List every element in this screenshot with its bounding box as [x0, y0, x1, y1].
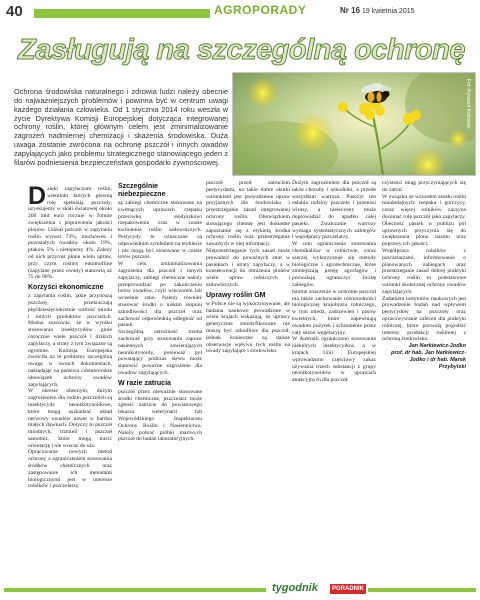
article-column-3 — [206, 180, 290, 542]
issue-date: 19 kwietnia 2015 — [361, 8, 415, 15]
article-column-4 — [292, 180, 376, 542]
photo-credit: Fot. Ryszard Kołowski — [465, 79, 471, 129]
column-paragraph: W związku ze wzrostem areału roślin miododajnych: rzepaku i gorczycy, coraz więcej rolników zaczyna doceniać rolę pszczół jako zapylaczy. Obecność pasiek w pobliżu pól uprawnych przyczynia się do zwiększenia plonu nasion oraz poprawy ich jakości. — [382, 193, 466, 248]
column-paragraph: Współpraca rolników z pszczelarzami, informowanie o planowanych zabiegach oraz przestrzeganie zasad dobrej praktyki ochrony roślin to podstawowe warunki skutecznej ochrony owadów zapylających. — [382, 247, 466, 295]
bee-on-flower-image — [233, 73, 476, 176]
column-paragraph: są zabiegi chemiczne stosowane na kwitnących uprawach rzepaku przeciwko słodyszkowi rzepakowemu oraz w czasie kwitnienia roślin sadowniczych. Pestycydy te oznaczone są odpowiednim symbolem na etykiecie i nie mogą być stosowane w czasie lotów pszczół. — [118, 200, 202, 261]
article-column-2 — [118, 180, 202, 542]
author-signature: Jan Narkiewicz-Jodko — [408, 343, 466, 350]
column-paragraph: z zapylania roślin, jakie przynoszą pszczoły, przekraczają pięćdziesięciokrotnie wartość miodu i innych produktów pszczelich. Można szacować, że w wyniku stosowania insektycydów ginie corocznie wiele pszczół i dzikich zapylaczy, a straty z tym związane są ogromne. Komisja Europejska zwróciła na te problemy szczególną uwagę w swoich dokumentach, nakładając na państwa członkowskie obowiązek ochrony owadów zapylających. — [28, 293, 112, 388]
column-paragraph: W celu ograniczenia stosowania chemikaliów w rolnictwie, coraz szerzej wykorzystuje się metody biologiczne i agrotechniczne, które zmniejszają presję agrofagów i pozwalają ograniczyć liczbę zabiegów. — [292, 241, 376, 288]
author-credentials: prof. dr hab. Jan Narkiewicz-Jodko i dr hab. Marek Przybylski — [391, 349, 466, 370]
page-number: 40 — [6, 3, 23, 20]
column-paragraph: czystości miąg przyczyniających się do zatruć. — [382, 180, 466, 193]
article-headline: Zasługują na szczególną ochronę — [18, 34, 465, 66]
poradnik-logo: PORADNIK — [332, 586, 365, 592]
column-paragraph: W celu zminimalizowania zagrożenia dla pszczół i innych zapylaczy, zabiegi chemiczne należy przeprowadzać po zakończeniu lotów owadów, czyli wieczorem lub wcześnie rano. Należy również stosować środki o niskim stopniu szkodliwości dla pszczół oraz zachować odpowiednią odległość od pasiek. — [118, 261, 202, 329]
drop-cap: D — [28, 186, 47, 210]
column-paragraph: Szczególną ostrożność trzeba zachować przy stosowaniu zapraw nasiennych zawierających neonikotynoidy, ponieważ pył powstający podczas siewu może stanowić poważne zagrożenie dla owadów zapylających. — [118, 329, 202, 376]
column-paragraph: Opracowanie nowych metod ochrony z ograniczeniem stosowania środków chemicznych oraz zastępowanie ich metodami biologicznymi jest w interesie rolników i pszczelarzy. — [28, 449, 112, 490]
footer-rule — [4, 588, 266, 592]
page-header — [0, 0, 480, 24]
header-rule — [34, 9, 210, 18]
article-photo — [232, 72, 476, 176]
article-column-5 — [382, 180, 466, 542]
column-paragraph: w Polsce nie są wykorzystywane, ale badania naukowe prowadzone w wielu krajach wskazują, że uprawy genetycznie zmodyfikowane nie muszą być szkodliwe dla pszczół, jednak konieczne są dalsze obserwacje wpływu tych roślin na owady zapylające i środowisko. — [206, 300, 290, 355]
column-paragraph: Dzięki zapylaczom roślin, wiemlokt których głowną rolę spełniają pszczoły, uzyskujemy w skali światowej około 200 mld euro rocznie w formie zwiększenia i poprawienia jakości plonów. Udział pszczół w zapylaniu roślin wynosi 73%, muchówek i pozostałych owadów około 19%, ptaków 5% i nietoperzy 4%. Zależy od nich przyrost plonu wielu upraw, przy czym rośliny entomofilne (zapylane przez owady) stanowią aż 75 do 90%. — [28, 186, 112, 281]
column-paragraph: Dużym zagrożeniem dla pszczół są także choroby i szkodniki, a przede wszystkim warroza. Pasożyt ten osłabia rodziny pszczele i przenosi wirusy, a nieleczony może doprowadzić do upadku całej pasieki. Zwalczanie warrozy wymaga systematycznych zabiegów i współpracy pszczelarzy. — [292, 180, 376, 241]
column-paragraph: W okresie obecnym, dużym zagrożeniem dla rodzin pszczelich są insektycydy neonikotynoidowe, które mogą uszkadzać układ nerwowy owadów nawet w bardzo małych dawkach. Dotyczy to pszczół miodnych, trzmieli i pszczół samotnic, które mogą tracić orientację i nie wracać do ula. — [28, 388, 112, 449]
column-subheading: Korzyści ekonomiczne — [28, 284, 104, 292]
article-lead: Ochrona środowiska naturalnego i zdrowia ludzi należy obecnie do najważniejszych problemów i powinna być w centrum uwagi każdego działania człowieka. Od 1 stycznia 2014 roku weszła w życie Dyrektywa Komisji Europejskiej dotycząca integrowanej ochrony roślin, której głównym celem jest zminimalizowanie zagrożeń nadmiernej chemizacji i skażenia środowiska. Duża uwaga zostanie zwrócona na ochronę pszczół i innych owadów zapylających jako problemu strategicznego stanowiącego jeden z filarów podniesienia bezpieczeństwa gospodarki żywnościowej. — [14, 87, 228, 167]
tygodnik-logo: tygodnik — [272, 582, 318, 594]
issue-info — [340, 6, 415, 15]
column-paragraph: pszczół przez nieważnie stosowane środki chemiczne, pszczelarz może zgłosić zatrucie do powiatowego lekarza weterynarii lub Wojewódzkiego Inspektoratu Ochrony Roślin i Nasiennictwa. Należy pobrać próbki martwych pszczół do badań laboratoryjnych. — [118, 388, 202, 443]
column-paragraph: Zadaniem instytutów naukowych jest prowadzenie badań nad wpływem pestycydów na pszczoły oraz opracowywanie zaleceń dla praktyki rolniczej, które pozwolą pogodzić interesy produkcji roślinnej z ochroną środowiska. — [382, 295, 466, 343]
column-paragraph: Nieprzestrzeganie tych zasad może prowadzić do poważnych strat w pasiekach i utraty zapylaczy, a w konsekwencji do obniżenia plonów wielu upraw rolniczych i sadowniczych. — [206, 247, 290, 288]
issue-number: Nr 16 — [340, 6, 361, 15]
column-paragraph: W Australii ograniczono stosowanie niektórych insektycydów, a w krajach Unii Europejskiej wprowadzono częściowy zakaz używania trzech substancji z grupy neonikotynoidów w uprawach atrakcyjnych dla pszczół. — [292, 336, 376, 384]
column-paragraph: pszczół przed zatruciem pestycydami, na takie dobre skutki warunkiem jest prowadzenie upraw przyjaznych dla środowiska i przestrzeganie zasad integrowanej ochrony roślin. Obowiązkiem stosującego chemię jest dokładne zapoznanie się z etykietą środka ochrony roślin oraz przestrzeganie zawartych w niej informacji. — [206, 180, 290, 248]
article-column-1 — [28, 186, 112, 542]
page-footer — [0, 580, 480, 600]
column-subheading: Uprawy roślin GM — [206, 291, 266, 299]
column-paragraph: Istotne znaczenie w ochronie pszczół ma także zachowanie różnorodności biologicznej krajobrazu rolniczego, w tym miedz, zadrzewień i pasów kwietnych, które zapewniają owadom pożytek i schronienie przez cały sezon wegetacyjny. — [292, 288, 376, 336]
footer-rule-right — [368, 588, 476, 592]
section-title: AGROPORADY — [214, 3, 307, 17]
column-subheading: Szczególnie niebezpieczne — [118, 183, 166, 198]
column-subheading: W razie zatrucia — [118, 379, 171, 387]
